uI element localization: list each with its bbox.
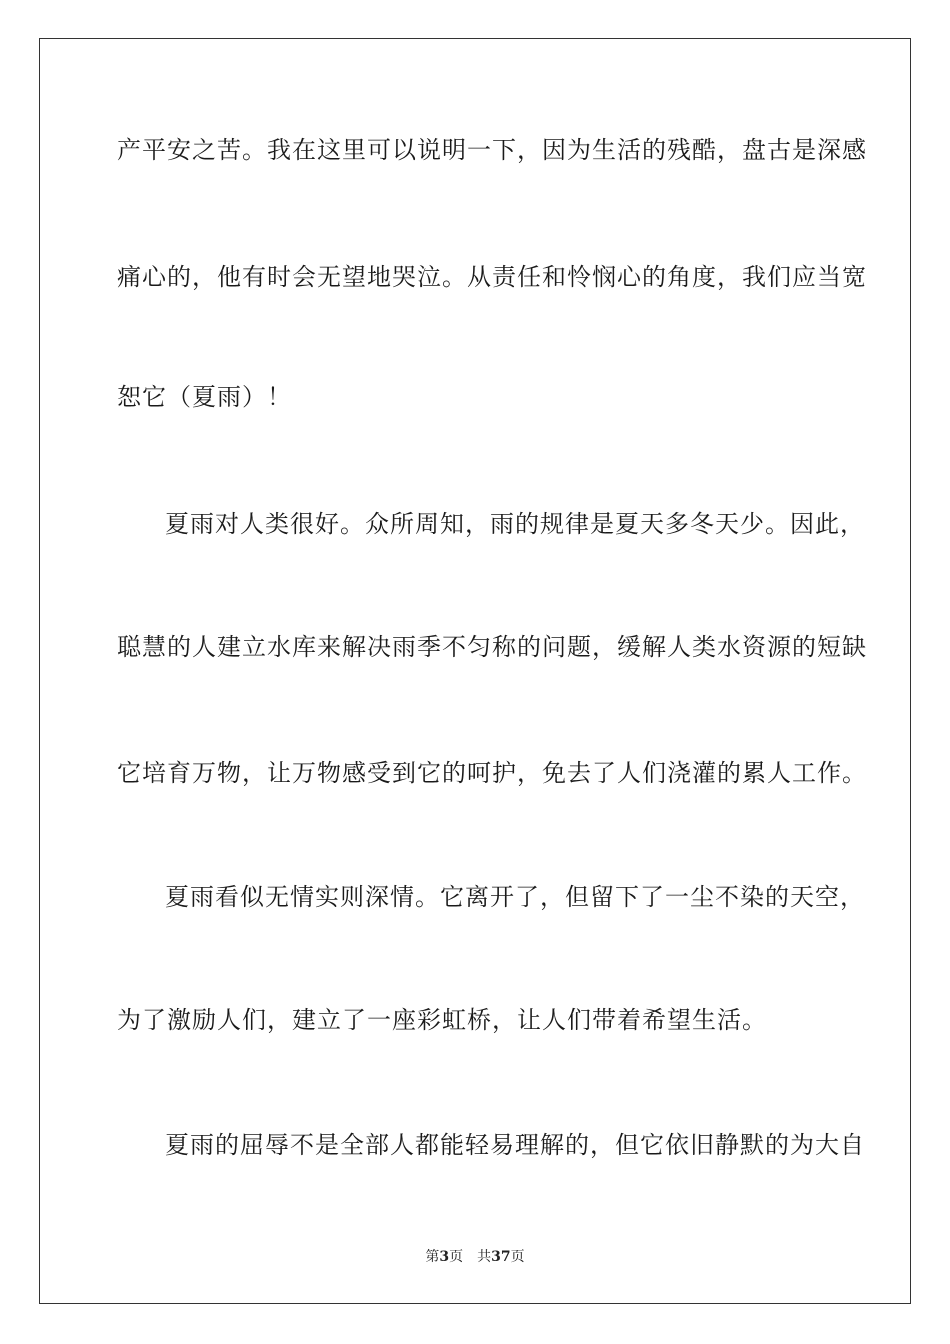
text-line-1: 产平安之苦。我在这里可以说明一下，因为生活的残酷，盘古是深感 [117, 136, 867, 164]
text-line-4: 夏雨对人类很好。众所周知，雨的规律是夏天多冬天少。因此， [165, 510, 865, 538]
page-border [39, 38, 911, 1304]
text-line-9: 夏雨的屈辱不是全部人都能轻易理解的，但它依旧静默的为大自 [165, 1131, 865, 1159]
footer-page-prefix: 第 [425, 1249, 440, 1265]
footer-page-suffix: 页 [449, 1249, 464, 1265]
footer-page-number: 3 [439, 1249, 450, 1265]
footer-total-suffix: 页 [510, 1249, 525, 1265]
footer-total-pages: 37 [491, 1249, 511, 1265]
text-line-6: 它培育万物，让万物感受到它的呵护，免去了人们浇灌的累人工作。 [117, 759, 867, 787]
text-line-3: 恕它（夏雨）！ [117, 383, 292, 411]
text-line-5: 聪慧的人建立水库来解决雨季不匀称的问题，缓解人类水资源的短缺 [117, 633, 867, 661]
text-line-8: 为了激励人们，建立了一座彩虹桥，让人们带着希望生活。 [117, 1006, 767, 1034]
text-line-2: 痛心的，他有时会无望地哭泣。从责任和怜悯心的角度，我们应当宽 [117, 263, 867, 291]
footer-total-prefix: 共 [477, 1249, 492, 1265]
text-line-7: 夏雨看似无情实则深情。它离开了，但留下了一尘不染的天空， [165, 883, 865, 911]
page-footer [0, 1248, 950, 1266]
